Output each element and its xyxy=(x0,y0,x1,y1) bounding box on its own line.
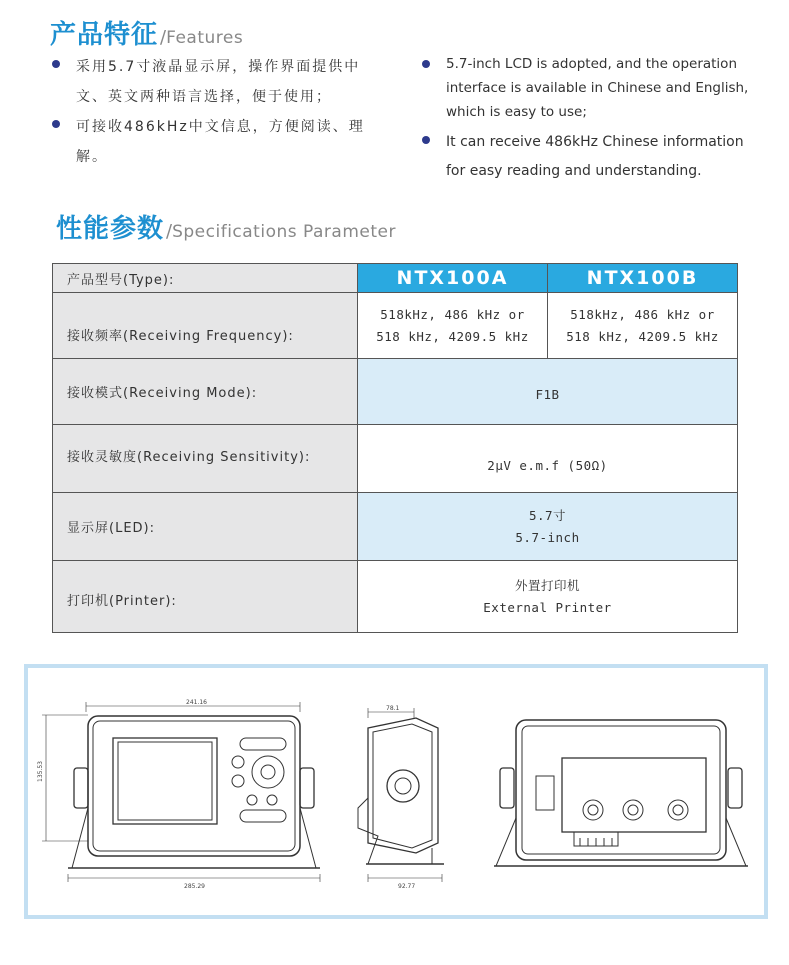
bullet-icon xyxy=(422,136,430,144)
feature-item: 可接收486kHz中文信息，方便阅读、理解。 xyxy=(48,112,378,172)
table-row xyxy=(53,359,738,425)
model-b-header: NTX100B xyxy=(548,264,738,293)
display-value: 5.7寸 5.7-inch xyxy=(358,493,738,561)
specs-title-zh: 性能参数 xyxy=(56,214,165,244)
sensitivity-value: 2μV e.m.f (50Ω) xyxy=(358,425,738,493)
features-list-en xyxy=(418,52,763,186)
front-view xyxy=(42,702,320,882)
table-row xyxy=(53,264,738,293)
model-b-frequency: 518kHz, 486 kHz or 518 kHz, 4209.5 kHz xyxy=(548,293,738,359)
technical-drawing xyxy=(28,668,764,915)
technical-drawing-panel xyxy=(24,664,768,919)
row-label: 接收频率(Receiving Frequency): xyxy=(53,293,358,359)
row-label: 显示屏(LED): xyxy=(53,493,358,561)
spec-table xyxy=(52,263,738,633)
feature-item: It can receive 486kHz Chinese information for easy reading and understanding. xyxy=(418,128,763,186)
dim-front-base: 285.29 xyxy=(184,883,205,890)
specs-title-en: Specifications Parameter xyxy=(172,222,396,242)
row-label: 接收灵敏度(Receiving Sensitivity): xyxy=(53,425,358,493)
printer-value: 外置打印机 External Printer xyxy=(358,561,738,633)
model-a-frequency: 518kHz, 486 kHz or 518 kHz, 4209.5 kHz xyxy=(358,293,548,359)
row-label: 打印机(Printer): xyxy=(53,561,358,633)
row-label: 产品型号(Type): xyxy=(53,264,358,293)
table-row xyxy=(53,425,738,493)
table-row xyxy=(53,493,738,561)
side-view xyxy=(358,708,444,882)
features-title-zh: 产品特征 xyxy=(50,20,159,50)
feature-item: 5.7-inch LCD is adopted, and the operation interface is available in Chinese and English, which is easy to use; xyxy=(418,52,763,124)
dim-front-width: 241.16 xyxy=(186,699,207,706)
bullet-icon xyxy=(422,60,430,68)
receiving-mode-value: F1B xyxy=(358,359,738,425)
dim-side-top: 78.1 xyxy=(386,705,400,712)
features-title-en: Features xyxy=(166,28,244,48)
table-row xyxy=(53,561,738,633)
table-row xyxy=(53,293,738,359)
specs-heading: 性能参数 / Specifications Parameter xyxy=(56,208,396,245)
rear-view xyxy=(494,720,748,866)
features-heading: 产品特征 / Features xyxy=(50,14,243,51)
model-a-header: NTX100A xyxy=(358,264,548,293)
features-list-zh xyxy=(48,52,378,172)
dim-side-base: 92.77 xyxy=(398,883,416,890)
row-label: 接收模式(Receiving Mode): xyxy=(53,359,358,425)
bullet-icon xyxy=(52,120,60,128)
bullet-icon xyxy=(52,60,60,68)
dim-front-height: 135.53 xyxy=(37,761,44,782)
feature-item: 采用5.7寸液晶显示屏，操作界面提供中文、英文两种语言选择，便于使用； xyxy=(48,52,378,112)
